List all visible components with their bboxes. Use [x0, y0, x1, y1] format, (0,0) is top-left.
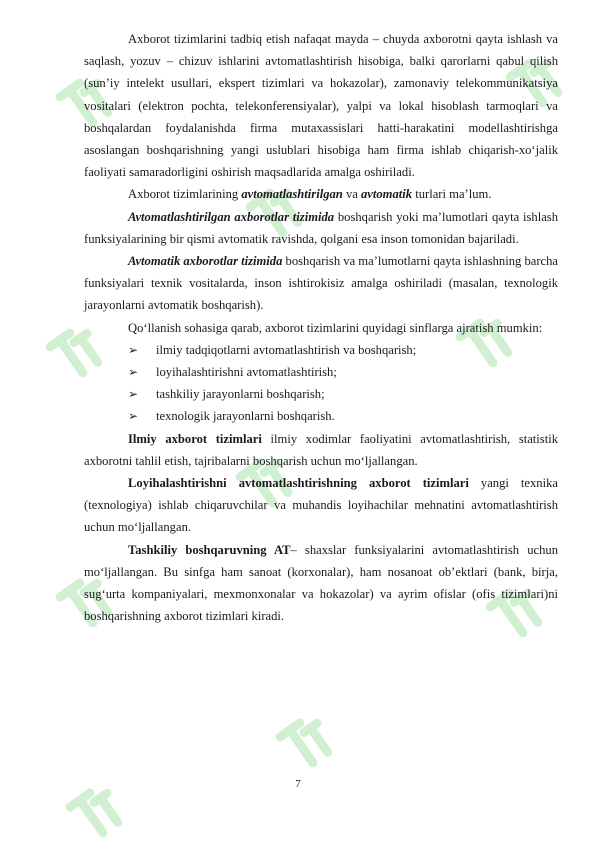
list-item [84, 339, 558, 361]
arrow-bullet-icon: ➢ [128, 342, 139, 357]
classes-list [84, 339, 558, 428]
text-run: boshqarish yoki ma’lumotlari qayta ishlash funksiyalarining bir qismi avtomatik ravishda, qolgani esa inson tomonidan bajariladi. [84, 209, 558, 246]
text-run: ilmiy xodimlar faoliyatini avtomatlashtirish, statistik axborotni tahlil etish, tajribalarni boshqarish uchun mo‘ljallangan. [84, 431, 559, 468]
arrow-bullet-icon: ➢ [128, 365, 139, 380]
term-heading: Avtomatlashtirilgan axborotlar tizimida [128, 209, 335, 224]
paragraph-design-systems [84, 472, 558, 539]
text-run: – shaxslar funksiyalarini avtomatlashtirish uchun mo‘ljallangan. Bu sinfga ham sanoat (korxonalar), ham nosanoat ob’ektlari (bank, birja, sug‘urta kompaniyalari, mexmonxonalar va hokazolar) va ayrim ofislar (ofis tizimlari)ni boshqarishning axborot tizimlari kiradi. [84, 542, 558, 624]
list-item [84, 405, 558, 427]
term-heading: Tashkiliy boshqaruvning AT [128, 542, 291, 557]
arrow-bullet-icon: ➢ [128, 387, 139, 402]
page-number: 7 [295, 778, 301, 790]
list-item [84, 383, 558, 405]
text-run: boshqarish va ma’lumotlarni qayta ishlashning barcha funksiyalari texnik vositalarda, inson ishtirokisiz amalga oshiriladi (masalan, texnologik jarayonlarni avtomatik boshqarish). [84, 254, 558, 313]
text-run: va [342, 187, 361, 202]
term-heading: Loyihalashtirishni avtomatlashtirishning axborot tizimlari [128, 476, 469, 491]
paragraph-classification: Qo‘llanish sohasiga qarab, axborot tizimlarini quyidagi sinflarga ajratish mumkin: [128, 320, 543, 335]
paragraph-scientific-systems [84, 428, 558, 472]
term-automated: avtomatlashtirilgan [241, 187, 343, 202]
arrow-bullet-icon: ➢ [128, 409, 139, 424]
list-item-text: texnologik jarayonlarni boshqarish. [156, 409, 335, 424]
paragraph-organizational-systems [84, 539, 558, 628]
text-run: turlari ma’lum. [412, 187, 492, 202]
list-item [84, 361, 558, 383]
text-run: Axborot tizimlarining [128, 187, 242, 202]
list-item-text: tashkiliy jarayonlarni boshqarish; [156, 387, 325, 402]
term-heading: Ilmiy axborot tizimlari [128, 431, 262, 446]
term-automatic: avtomatik [361, 187, 413, 202]
paragraph-types [84, 183, 558, 205]
term-heading: Avtomatik axborotlar tizimida [128, 254, 283, 269]
paragraph-intro: Axborot tizimlarini tadbiq etish nafaqat mayda – chuyda axborotni qayta ishlash va saqlash, yozuv – chizuv ishlarini avtomatlashtirish hisobiga, balki qarorlarni qabul qilish (sun’iy intelekt usullari, ekspert tizimlari va hokazolar), zamonaviy telekommunikatsiya vositalari (elektron pochta, telekonferensiyalar), yalpi va lokal hisoblash tarmoqlari va boshqalardan foydalanishda firma mutaxassislari hatti-harakatini modellashtirishga asoslangan boshqarishning yangi uslublari hisobiga ham firma ishlab chiqarish-xo‘jalik faoliyati samaradorligini oshirish maqsadlarida amalga oshiriladi. [84, 32, 558, 180]
document-page [84, 28, 558, 627]
text-run: yangi texnika (texnologiya) ishlab chiqaruvchilar va muhandis loyihachilar mehnatini avtomatlashtirish uchun mo‘ljallangan. [84, 476, 558, 535]
paragraph-automatic-definition [84, 250, 558, 317]
paragraph-automated-definition [84, 206, 558, 250]
list-item-text: loyihalashtirishni avtomatlashtirish; [156, 365, 337, 380]
list-item-text: ilmiy tadqiqotlarni avtomatlashtirish va boshqarish; [156, 342, 417, 357]
